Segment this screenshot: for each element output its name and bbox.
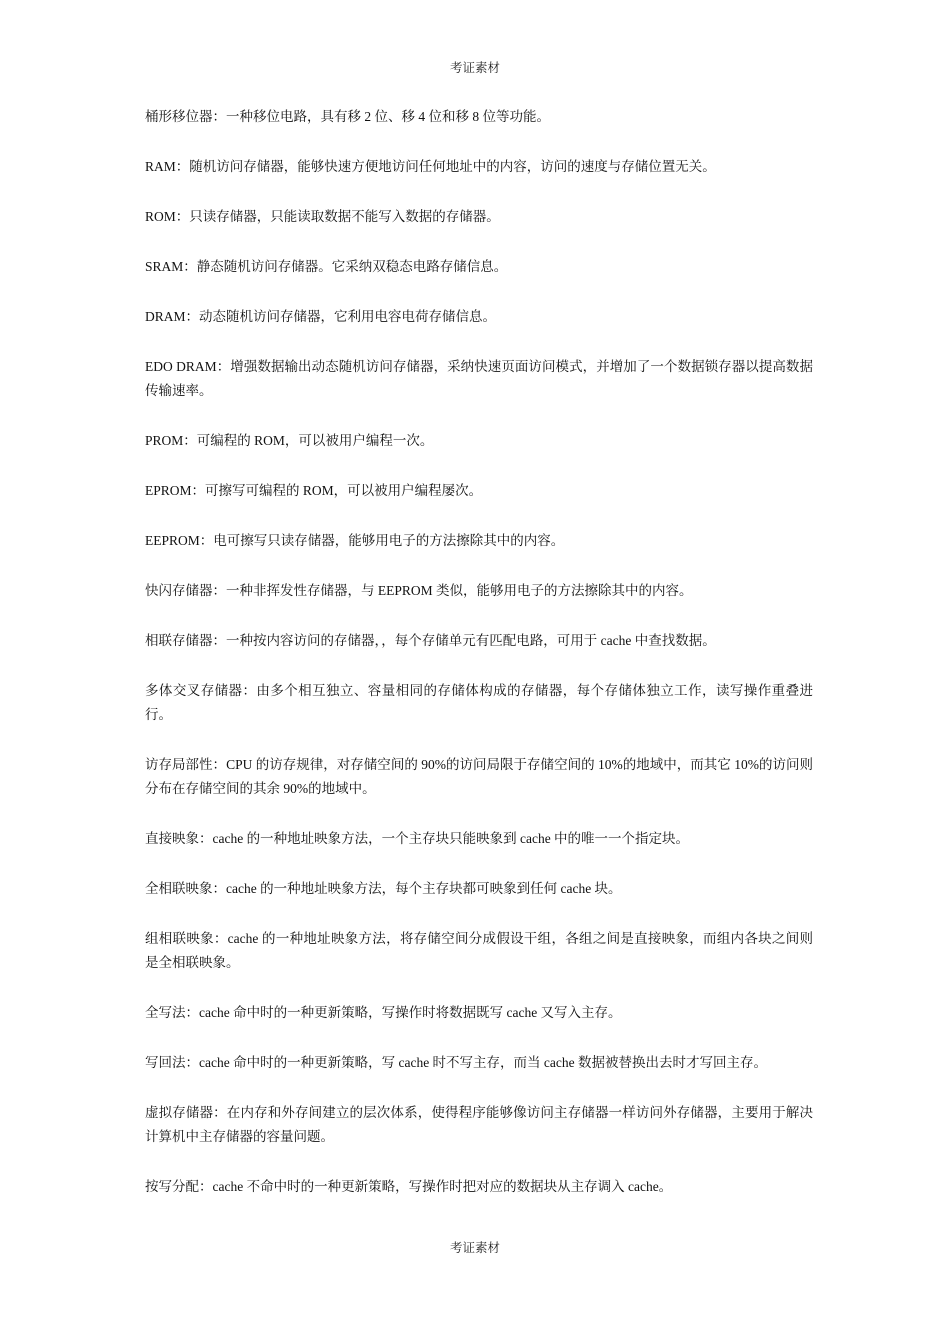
glossary-entry-direct-mapping: 直接映象：cache 的一种地址映象方法，一个主存块只能映象到 cache 中的唯一一个指定块。 [145, 831, 690, 846]
glossary-entry-eprom: EPROM：可擦写可编程的 ROM，可以被用户编程屡次。 [145, 483, 483, 498]
glossary-entry-rom: ROM：只读存储器，只能读取数据不能写入数据的存储器。 [145, 209, 500, 224]
glossary-entry-barrel-shifter: 桶形移位器：一种移位电路，具有移 2 位、移 4 位和移 8 位等功能。 [145, 109, 550, 124]
page-header: 考证素材 [449, 61, 500, 75]
glossary-entry-flash-memory: 快闪存储器：一种非挥发性存储器，与 EEPROM 类似，能够用电子的方法擦除其中的内容。 [145, 583, 693, 598]
glossary-entry-interleaved-memory: 多体交叉存储器：由多个相互独立、容量相同的存储体构成的存储器，每个存储体独立工作，读写操作重叠进行。 [145, 683, 813, 722]
document-body [145, 105, 813, 1199]
glossary-entry-virtual-memory: 虚拟存储器：在内存和外存间建立的层次体系，使得程序能够像访问主存储器一样访问外存储器，主要用于解决计算机中主存储器的容量问题。 [145, 1105, 813, 1144]
glossary-entry-eeprom: EEPROM：电可擦写只读存储器，能够用电子的方法擦除其中的内容。 [145, 533, 565, 548]
glossary-entry-write-through: 全写法：cache 命中时的一种更新策略，写操作时将数据既写 cache 又写入主存。 [145, 1005, 622, 1020]
glossary-entry-write-back: 写回法：cache 命中时的一种更新策略，写 cache 时不写主存，而当 cache 数据被替换出去时才写回主存。 [145, 1055, 768, 1070]
glossary-entry-write-allocate: 按写分配：cache 不命中时的一种更新策略，写操作时把对应的数据块从主存调入 cache。 [145, 1179, 673, 1194]
glossary-entry-locality: 访存局部性：CPU 的访存规律，对存储空间的 90%的访问局限于存储空间的 10%的地域中，而其它 10%的访问则分布在存储空间的其余 90%的地域中。 [145, 757, 813, 796]
glossary-entry-sram: SRAM：静态随机访问存储器。它采纳双稳态电路存储信息。 [145, 259, 508, 274]
glossary-entry-ram: RAM：随机访问存储器，能够快速方便地访问任何地址中的内容，访问的速度与存储位置无关。 [145, 159, 716, 174]
glossary-entry-associative-memory: 相联存储器：一种按内容访问的存储器，，每个存储单元有匹配电路，可用于 cache 中查找数据。 [145, 633, 716, 648]
glossary-entry-edo-dram: EDO DRAM：增强数据输出动态随机访问存储器，采纳快速页面访问模式，并增加了一个数据锁存器以提高数据传输速率。 [145, 359, 813, 398]
glossary-entry-prom: PROM：可编程的 ROM，可以被用户编程一次。 [145, 433, 434, 448]
glossary-entry-fully-associative: 全相联映象：cache 的一种地址映象方法，每个主存块都可映象到任何 cache 块。 [145, 881, 622, 896]
page-footer: 考证素材 [449, 1241, 500, 1255]
glossary-entry-set-associative: 组相联映象：cache 的一种地址映象方法，将存储空间分成假设干组，各组之间是直接映象，而组内各块之间则是全相联映象。 [145, 931, 813, 970]
glossary-entry-dram: DRAM：动态随机访问存储器，它利用电容电荷存储信息。 [145, 309, 497, 324]
